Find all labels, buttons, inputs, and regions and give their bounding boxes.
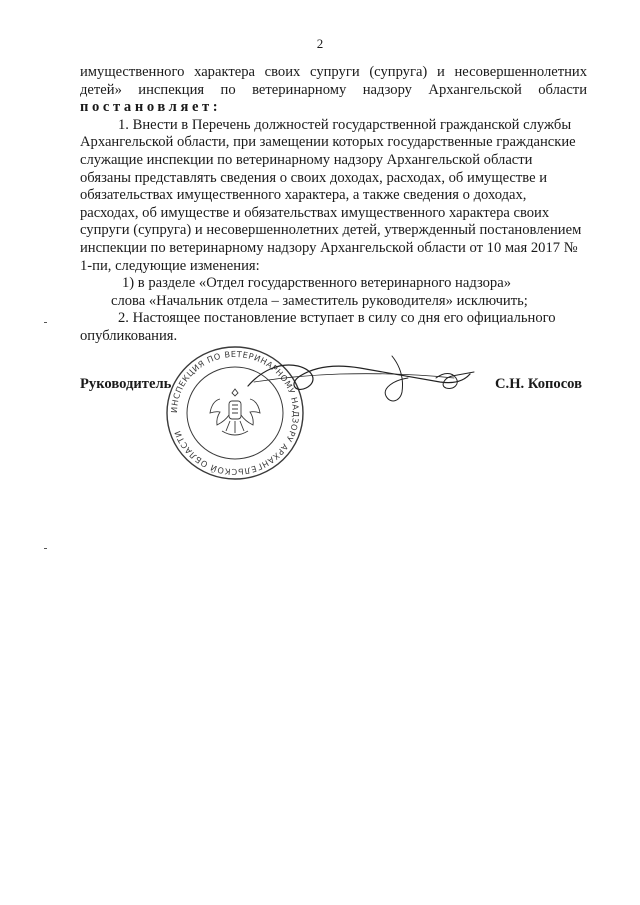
- subpoint-1: 1) в разделе «Отдел государственного ветеринарного надзора»: [122, 275, 511, 292]
- document-body: [80, 64, 587, 346]
- resolves-heading: постановляет:: [80, 99, 222, 116]
- page-number: 2: [316, 36, 324, 51]
- handwritten-signature: [240, 348, 480, 408]
- scan-margin-mark: [44, 322, 47, 323]
- point-1: 1. Внести в Перечень должностей государственной гражданской службы Архангельской области, при замещении которых государственные гражданские служащие инспекции по ветеринарному надзору Архангельской области обязаны представлять сведения о своих доходах, расходах, об имуществе и обязательствах имущественного характера, а также сведения о доходах, расходах, об имуществе и обязательствах имущественного характера своих супруги (супруга) и несовершеннолетних детей, утвержденный постановлением инспекции по ветеринарному надзору Архангельской области от 10 мая 2017 № 1-пи, следующие изменения:: [80, 116, 582, 274]
- signer-position: Руководитель: [80, 376, 172, 392]
- intro-line-1: имущественного характера своих супруги (супруга) и несовершеннолетних: [80, 64, 587, 80]
- seal-ring-text: ИНСПЕКЦИЯ ПО ВЕТЕРИНАРНОМУ НАДЗОРУ АРХАНГЕЛЬСКОЙ ОБЛАСТИ: [168, 348, 302, 478]
- point-2: 2. Настоящее постановление вступает в силу со дня его официального опубликования.: [80, 310, 556, 344]
- signer-name: С.Н. Копосов: [495, 376, 582, 392]
- subpoint-1-text: слова «Начальник отдела – заместитель руководителя» исключить;: [111, 292, 528, 309]
- intro-line-2: детей» инспекция по ветеринарному надзору Архангельской области: [80, 81, 587, 98]
- scan-margin-mark: [44, 548, 47, 549]
